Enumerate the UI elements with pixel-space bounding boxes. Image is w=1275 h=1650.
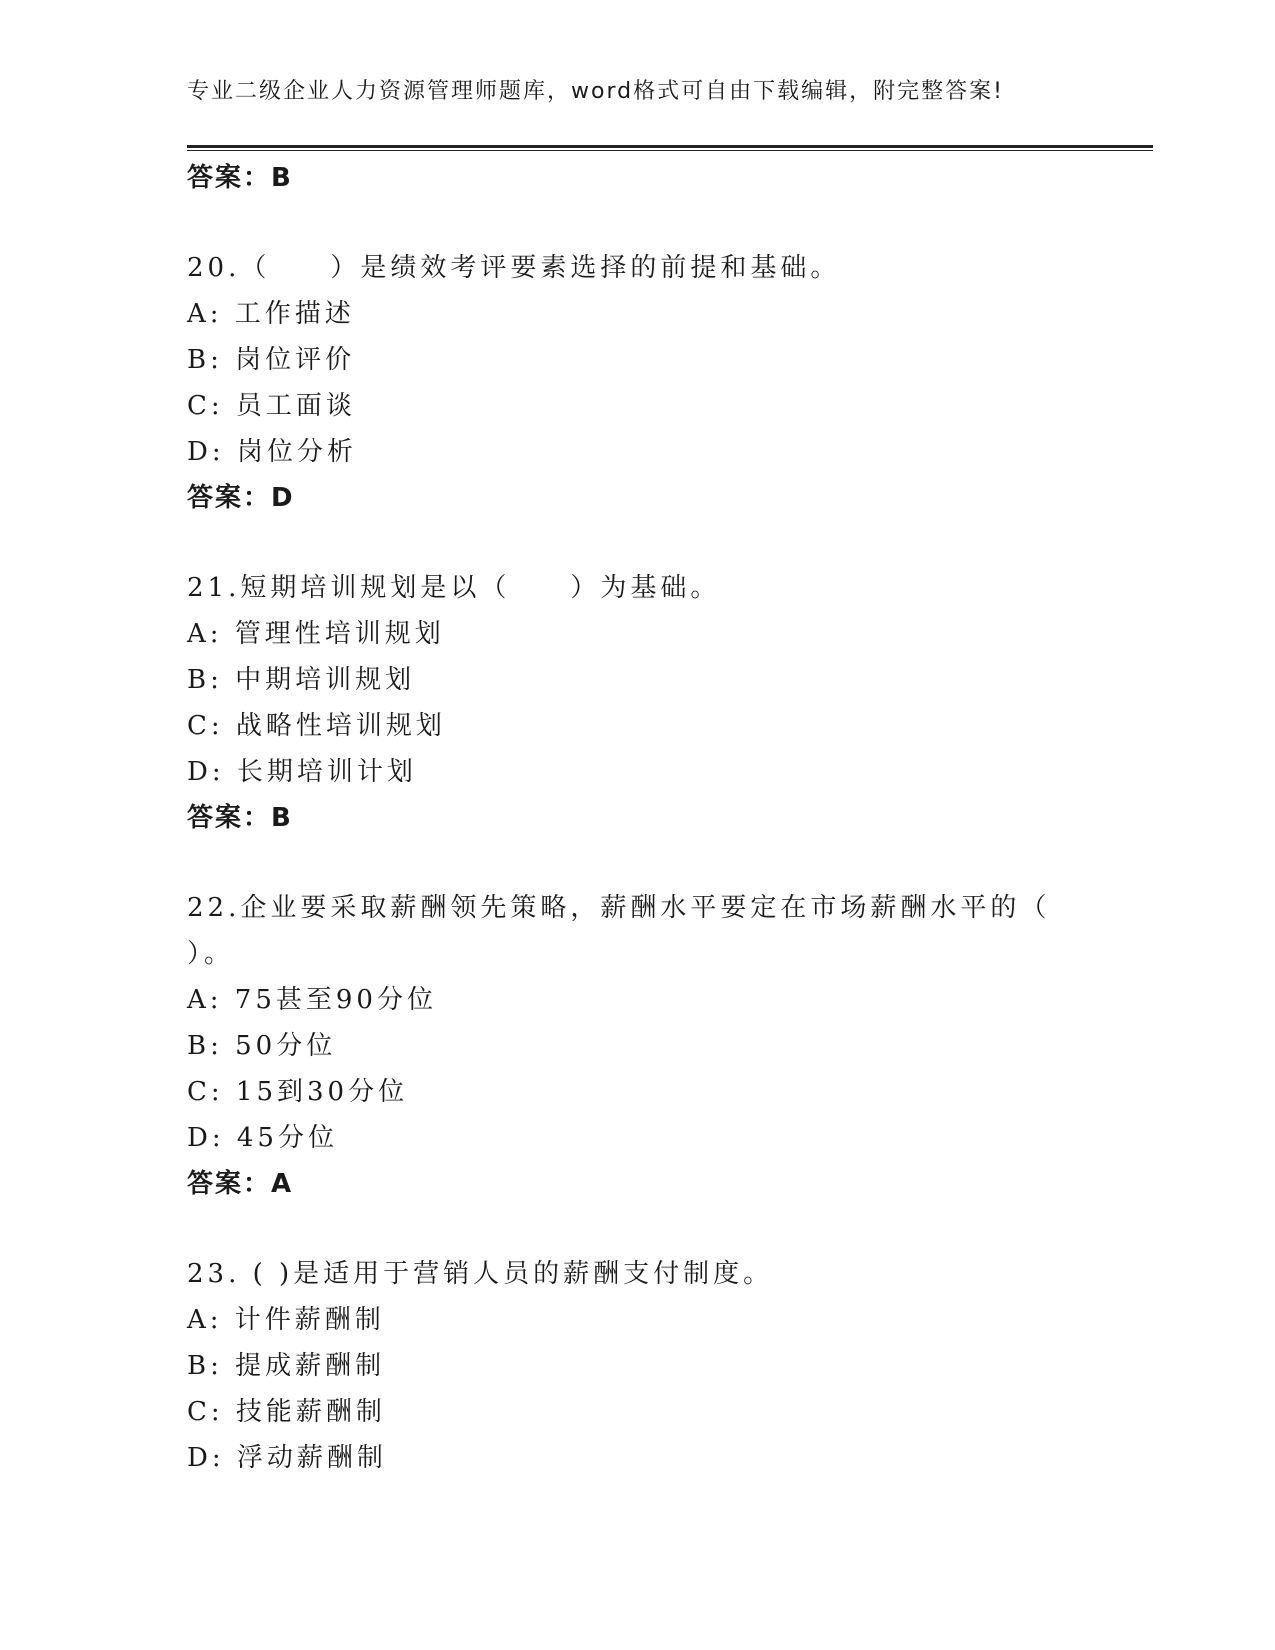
question-23 xyxy=(187,1251,1067,1481)
option-a: A: 管理性培训规划 xyxy=(187,619,445,649)
option-b: B: 岗位评价 xyxy=(187,345,356,375)
option-a: A: 计件薪酬制 xyxy=(187,1305,385,1335)
option-c: C: 15到30分位 xyxy=(187,1077,409,1107)
option-d: D: 长期培训计划 xyxy=(187,757,417,787)
option-d: D: 岗位分析 xyxy=(187,437,357,467)
question-stem-continued: ）。 xyxy=(187,939,235,969)
question-stem: 22.企业要采取薪酬领先策略，薪酬水平要定在市场薪酬水平的（ xyxy=(187,893,1051,923)
question-stem: 21.短期培训规划是以（ ）为基础。 xyxy=(187,573,721,603)
answer-line: 答案：B xyxy=(187,803,293,833)
option-b: B: 提成薪酬制 xyxy=(187,1351,386,1381)
question-list xyxy=(187,155,1067,1481)
header-rule xyxy=(187,145,1153,151)
answer-line: 答案：A xyxy=(187,1169,294,1199)
option-b: B: 中期培训规划 xyxy=(187,665,416,695)
option-c: C: 员工面谈 xyxy=(187,391,356,421)
option-b: B: 50分位 xyxy=(187,1031,337,1061)
question-22 xyxy=(187,885,1067,1207)
option-c: C: 战略性培训规划 xyxy=(187,711,446,741)
question-20 xyxy=(187,245,1067,521)
question-stem: 23. ( )是适用于营销人员的薪酬支付制度。 xyxy=(187,1259,774,1289)
option-a: A: 工作描述 xyxy=(187,299,355,329)
question-stem: 20.（ ）是绩效考评要素选择的前提和基础。 xyxy=(187,253,841,283)
question-21 xyxy=(187,565,1067,841)
option-d: D: 浮动薪酬制 xyxy=(187,1443,387,1473)
answer-line: 答案：B xyxy=(187,163,293,193)
page-header: 专业二级企业人力资源管理师题库，word格式可自由下载编辑，附完整答案! xyxy=(187,79,1004,104)
option-c: C: 技能薪酬制 xyxy=(187,1397,386,1427)
option-a: A: 75甚至90分位 xyxy=(187,985,437,1015)
option-d: D: 45分位 xyxy=(187,1123,338,1153)
answer-line: 答案：D xyxy=(187,483,295,513)
